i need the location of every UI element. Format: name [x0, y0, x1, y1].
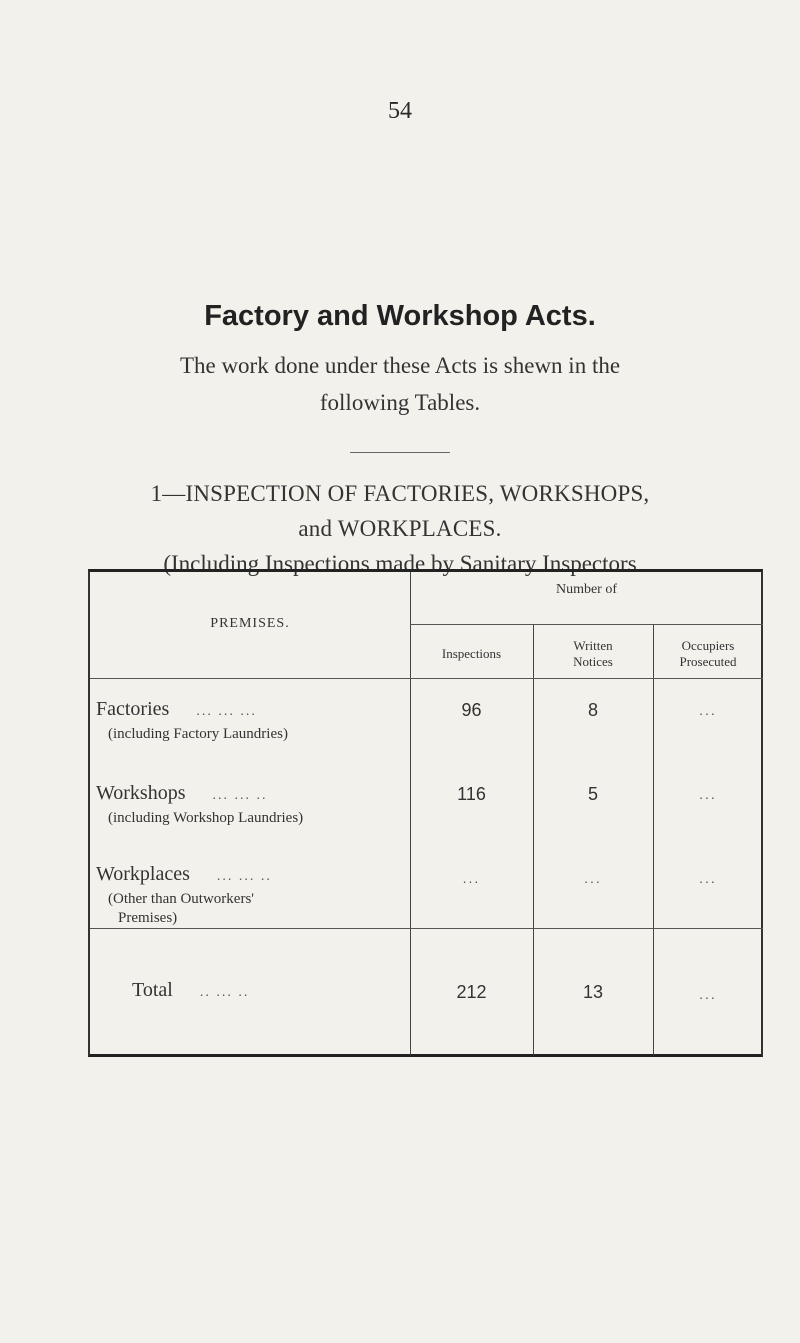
inspection-table — [88, 569, 763, 1057]
section-heading-second — [20, 511, 780, 546]
row-total-leader: .. ... .. — [199, 985, 250, 1000]
row-factories-label — [96, 698, 257, 721]
subheader-rule — [410, 624, 763, 625]
row-workshops-inspections: 116 — [457, 784, 486, 804]
row-workshops-prosecuted: ... — [699, 786, 717, 802]
header-occupiers-prosecuted-line-2: Prosecuted — [679, 654, 737, 669]
row-factories-name: Factories — [96, 698, 170, 720]
header-number-of: Number of — [555, 582, 618, 597]
section-heading — [20, 476, 780, 511]
row-workplaces-sub-1: (Other than Outworkers' — [108, 891, 254, 907]
row-workplaces-prosecuted: ... — [699, 870, 717, 886]
intro-line-1: The work done under these Acts is shewn in the — [179, 353, 621, 378]
row-total-inspections: 212 — [456, 982, 487, 1002]
row-workshops-leader: ... ... .. — [212, 788, 268, 803]
row-factories-leader: ... ... ... — [196, 704, 257, 719]
row-workplaces-leader: ... ... .. — [216, 869, 272, 884]
total-top-rule — [90, 928, 763, 929]
page-number: 54 — [388, 98, 412, 124]
row-factories-sub: (including Factory Laundries) — [108, 726, 288, 742]
row-workshops-name: Workshops — [96, 782, 186, 804]
row-workplaces-sub-2: Premises) — [118, 910, 178, 926]
section-heading-line-1: 1—INSPECTION OF FACTORIES, WORKSHOPS, — [150, 481, 650, 506]
header-bottom-rule — [90, 678, 763, 679]
header-written-notices — [533, 638, 653, 670]
intro-line-2: following Tables. — [319, 390, 481, 415]
row-total-prosecuted: ... — [699, 986, 717, 1002]
header-inspections: Inspections — [441, 646, 502, 661]
header-written-notices-line-2: Notices — [573, 654, 613, 669]
row-workshops-label — [96, 782, 268, 805]
header-written-notices-line-1: Written — [573, 638, 613, 653]
section-subheading: (Including Inspections made by Sanitary Inspectors — [163, 551, 637, 576]
row-total-name: Total — [132, 979, 173, 1001]
row-total-notices: 13 — [582, 982, 604, 1002]
row-workplaces-inspections: ... — [462, 870, 481, 886]
intro-paragraph — [150, 347, 650, 421]
header-premises: PREMISES. — [210, 616, 290, 631]
row-workshops-notices: 5 — [587, 784, 598, 804]
row-workshops-sub: (including Workshop Laundries) — [108, 810, 304, 826]
header-occupiers-prosecuted-line-1: Occupiers — [681, 638, 735, 653]
header-occupiers-prosecuted — [653, 638, 763, 670]
row-factories-inspections: 96 — [461, 700, 482, 720]
section-heading-line-2: and WORKPLACES. — [298, 516, 502, 541]
section-divider — [350, 452, 450, 453]
row-workplaces-notices: ... — [584, 870, 602, 886]
row-total-label — [132, 979, 249, 1002]
row-factories-notices: 8 — [587, 700, 598, 720]
page-title: Factory and Workshop Acts. — [204, 300, 596, 332]
row-workplaces-label — [96, 863, 272, 886]
row-workplaces-name: Workplaces — [96, 863, 190, 885]
row-factories-prosecuted: ... — [699, 702, 717, 718]
